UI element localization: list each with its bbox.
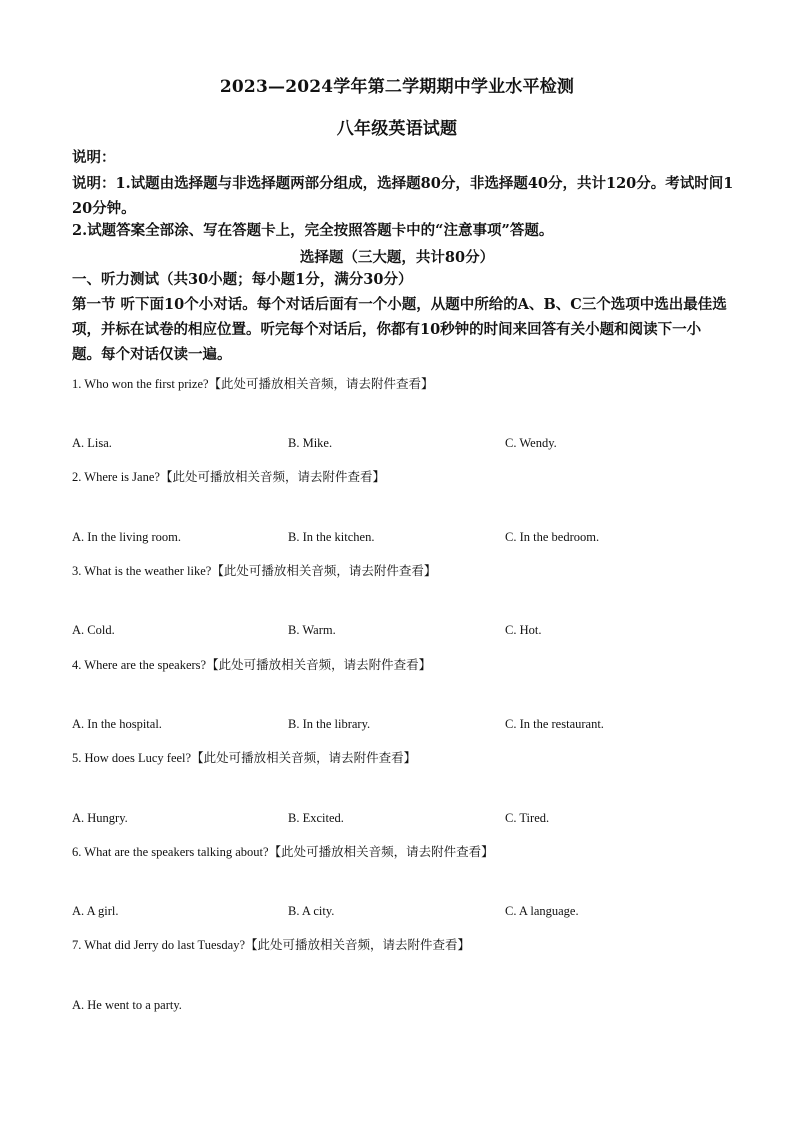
question-4-option-c: C. In the restaurant. — [505, 717, 604, 731]
question-4 — [72, 655, 752, 673]
question-1 — [72, 374, 752, 392]
question-2-option-a: A. In the living room. — [72, 530, 182, 544]
question-6-option-a: A. A girl. — [72, 904, 119, 918]
question-6-option-b: B. A city. — [288, 904, 335, 918]
question-4-option-b: B. In the library. — [288, 717, 371, 731]
audio-note: 【此处可播放相关音频，请去附件查看】 — [159, 469, 385, 484]
instructions-line-2: 2.试题答案全部涂、写在答题卡上，完全按照答题卡中的“注意事项”答题。 — [72, 222, 554, 239]
question-4-option-a: A. In the hospital. — [72, 717, 162, 731]
question-7-option-a: A. He went to a party. — [72, 998, 182, 1012]
question-3-text: 3. What is the weather like? — [72, 564, 212, 578]
audio-note: 【此处可播放相关音频，请去附件查看】 — [211, 563, 437, 578]
question-7-text: 7. What did Jerry do last Tuesday? — [72, 938, 246, 952]
question-2-option-b: B. In the kitchen. — [288, 530, 375, 544]
question-5-option-a: A. Hungry. — [72, 811, 128, 825]
question-2-text: 2. Where is Jane? — [72, 470, 160, 484]
question-3-option-c: C. Hot. — [505, 623, 542, 637]
instructions-heading: 说明： — [72, 149, 116, 166]
question-6 — [72, 842, 752, 860]
part-one-intro: 第一节 听下面10个小对话。每个对话后面有一个小题，从题中所给的A、B、C三个选项中选出最佳选项，并标在试卷的相应位置。听完每个对话后，你都有10秒钟的时间来回答有关小题和阅读下一小题。每个对话仅读一遍。 — [72, 296, 727, 363]
question-5-option-b: B. Excited. — [288, 811, 344, 825]
question-7 — [72, 935, 752, 953]
question-2 — [72, 467, 752, 485]
question-6-option-c: C. A language. — [505, 904, 579, 918]
question-3 — [72, 561, 752, 579]
question-1-option-b: B. Mike. — [288, 436, 333, 450]
audio-note: 【此处可播放相关音频，请去附件查看】 — [191, 750, 417, 765]
question-1-text: 1. Who won the first prize? — [72, 377, 209, 391]
question-5 — [72, 748, 752, 766]
exam-title: 2023—2024学年第二学期期中学业水平检测 — [219, 77, 575, 97]
audio-note: 【此处可播放相关音频，请去附件查看】 — [206, 657, 432, 672]
question-3-option-a: A. Cold. — [72, 623, 115, 637]
question-2-option-c: C. In the bedroom. — [505, 530, 600, 544]
section-title: 选择题（三大题，共计80分） — [299, 249, 495, 266]
question-3-option-b: B. Warm. — [288, 623, 336, 637]
part-one-heading: 一、听力测试（共30小题；每小题1分，满分30分） — [72, 271, 413, 288]
exam-subtitle: 八年级英语试题 — [336, 119, 458, 139]
audio-note: 【此处可播放相关音频，请去附件查看】 — [245, 937, 471, 952]
instructions-line-1: 说明：1.试题由选择题与非选择题两部分组成，选择题80分，非选择题40分，共计120分。考试时间120分钟。 — [72, 175, 734, 217]
question-5-text: 5. How does Lucy feel? — [72, 751, 192, 765]
question-4-text: 4. Where are the speakers? — [72, 658, 207, 672]
audio-note: 【此处可播放相关音频，请去附件查看】 — [268, 844, 494, 859]
question-1-option-c: C. Wendy. — [505, 436, 557, 450]
question-5-option-c: C. Tired. — [505, 811, 550, 825]
audio-note: 【此处可播放相关音频，请去附件查看】 — [208, 376, 434, 391]
question-1-option-a: A. Lisa. — [72, 436, 112, 450]
question-6-text: 6. What are the speakers talking about? — [72, 845, 269, 859]
